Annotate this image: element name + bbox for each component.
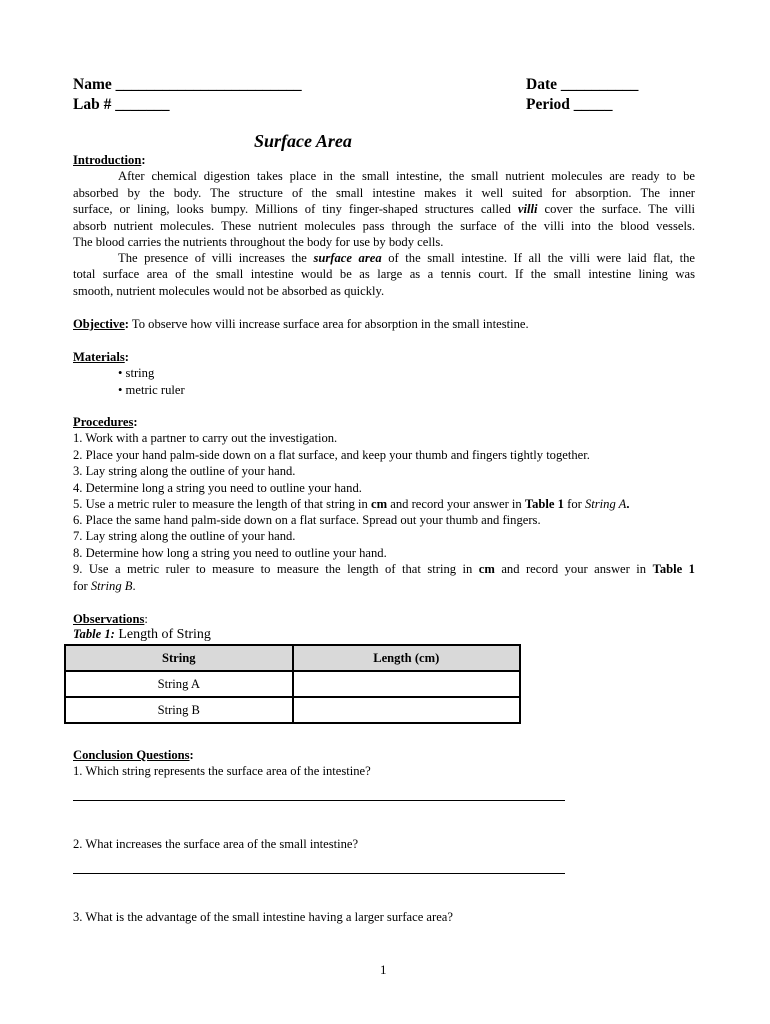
column-header-string: String — [65, 645, 293, 671]
date-label: Date — [526, 76, 557, 93]
page-number: 1 — [380, 962, 387, 977]
procedure-step-6: 6. Place the same hand palm-side down on a flat surface. Spread out your thumb and fingers. — [73, 513, 541, 527]
procedure-step-9: 9. Use a metric ruler to measure to measure the length of that string in cm and record your answer in Table 1 — [73, 562, 695, 576]
intro-line-4: absorb nutrient molecules. These nutrient molecules pass through the surface of the villi into the blood vessels. — [73, 219, 695, 233]
material-item: • metric ruler — [118, 383, 185, 397]
column-header-length: Length (cm) — [293, 645, 521, 671]
procedure-step-5: 5. Use a metric ruler to measure the length of that string in cm and record your answer in Table 1 for String A. — [73, 497, 630, 511]
procedure-step-7: 7. Lay string along the outline of your hand. — [73, 529, 296, 543]
table-row — [65, 671, 520, 697]
table-row — [65, 697, 520, 723]
observations-heading: Observations: — [73, 612, 148, 626]
materials-heading: Materials: — [73, 350, 129, 364]
lab-blank[interactable]: _______ — [115, 96, 170, 113]
answer-line-2[interactable] — [73, 873, 565, 874]
answer-line-1[interactable] — [73, 800, 565, 801]
lab-number-field[interactable] — [73, 96, 169, 114]
question-3: 3. What is the advantage of the small intestine having a larger surface area? — [73, 910, 453, 924]
intro-p2-line-1: The presence of villi increases the surface area of the small intestine. If all the villi were laid flat, the — [118, 251, 695, 265]
name-label: Name — [73, 76, 112, 93]
period-blank[interactable]: _____ — [573, 96, 613, 113]
intro-line-1: After chemical digestion takes place in the small intestine, the small nutrient molecules are ready to be — [118, 169, 695, 183]
procedure-step-4: 4. Determine long a string you need to outline your hand. — [73, 481, 362, 495]
intro-p2-line-3: smooth, nutrient molecules would not be absorbed as quickly. — [73, 284, 385, 298]
period-field[interactable] — [526, 96, 613, 114]
term-villi: villi — [517, 202, 538, 216]
table-header-row — [65, 645, 520, 671]
question-1: 1. Which string represents the surface area of the intestine? — [73, 764, 371, 778]
procedure-step-2: 2. Place your hand palm-side down on a flat surface, and keep your thumb and fingers tightly together. — [73, 448, 590, 462]
conclusion-heading: Conclusion Questions: — [73, 748, 194, 762]
date-field[interactable] — [526, 76, 638, 94]
procedure-step-1: 1. Work with a partner to carry out the investigation. — [73, 431, 338, 445]
page-title: Surface Area — [254, 131, 352, 151]
procedure-step-9-cont: for String B. — [73, 579, 136, 593]
procedure-step-3: 3. Lay string along the outline of your hand. — [73, 464, 296, 478]
table-caption: Table 1: Length of String — [73, 627, 211, 642]
material-item: • string — [118, 366, 155, 380]
term-surface-area: surface area — [313, 251, 382, 265]
introduction-heading: Introduction: — [73, 153, 146, 167]
period-label: Period — [526, 96, 570, 113]
objective: Objective: To observe how villi increase surface area for absorption in the small intestine. — [73, 317, 529, 331]
procedure-step-8: 8. Determine how long a string you need to outline your hand. — [73, 546, 387, 560]
intro-line-2: absorbed by the body. The structure of the small intestine makes it well suited for absorption. The inner — [73, 186, 695, 200]
length-cell-string-a[interactable] — [293, 671, 521, 697]
date-blank[interactable]: __________ — [560, 76, 639, 93]
row-label-string-b: String B — [65, 697, 293, 723]
name-blank[interactable]: ________________________ — [115, 76, 302, 93]
objective-heading: Objective — [73, 317, 125, 331]
intro-line-5: The blood carries the nutrients throughout the body for use by body cells. — [73, 235, 444, 249]
procedures-heading: Procedures: — [73, 415, 138, 429]
length-of-string-table — [64, 644, 521, 724]
name-field[interactable] — [73, 76, 302, 94]
question-2: 2. What increases the surface area of the small intestine? — [73, 837, 359, 851]
lab-label: Lab # — [73, 96, 112, 113]
row-label-string-a: String A — [65, 671, 293, 697]
intro-line-3: surface, or lining, looks bumpy. Millions of tiny finger-shaped structures called villi cover the surface. The villi — [73, 202, 695, 216]
intro-p2-line-2: total surface area of the small intestine would be as large as a tennis court. If the small intestine lining was — [73, 267, 695, 281]
objective-text: To observe how villi increase surface area for absorption in the small intestine. — [128, 317, 529, 331]
length-cell-string-b[interactable] — [293, 697, 521, 723]
